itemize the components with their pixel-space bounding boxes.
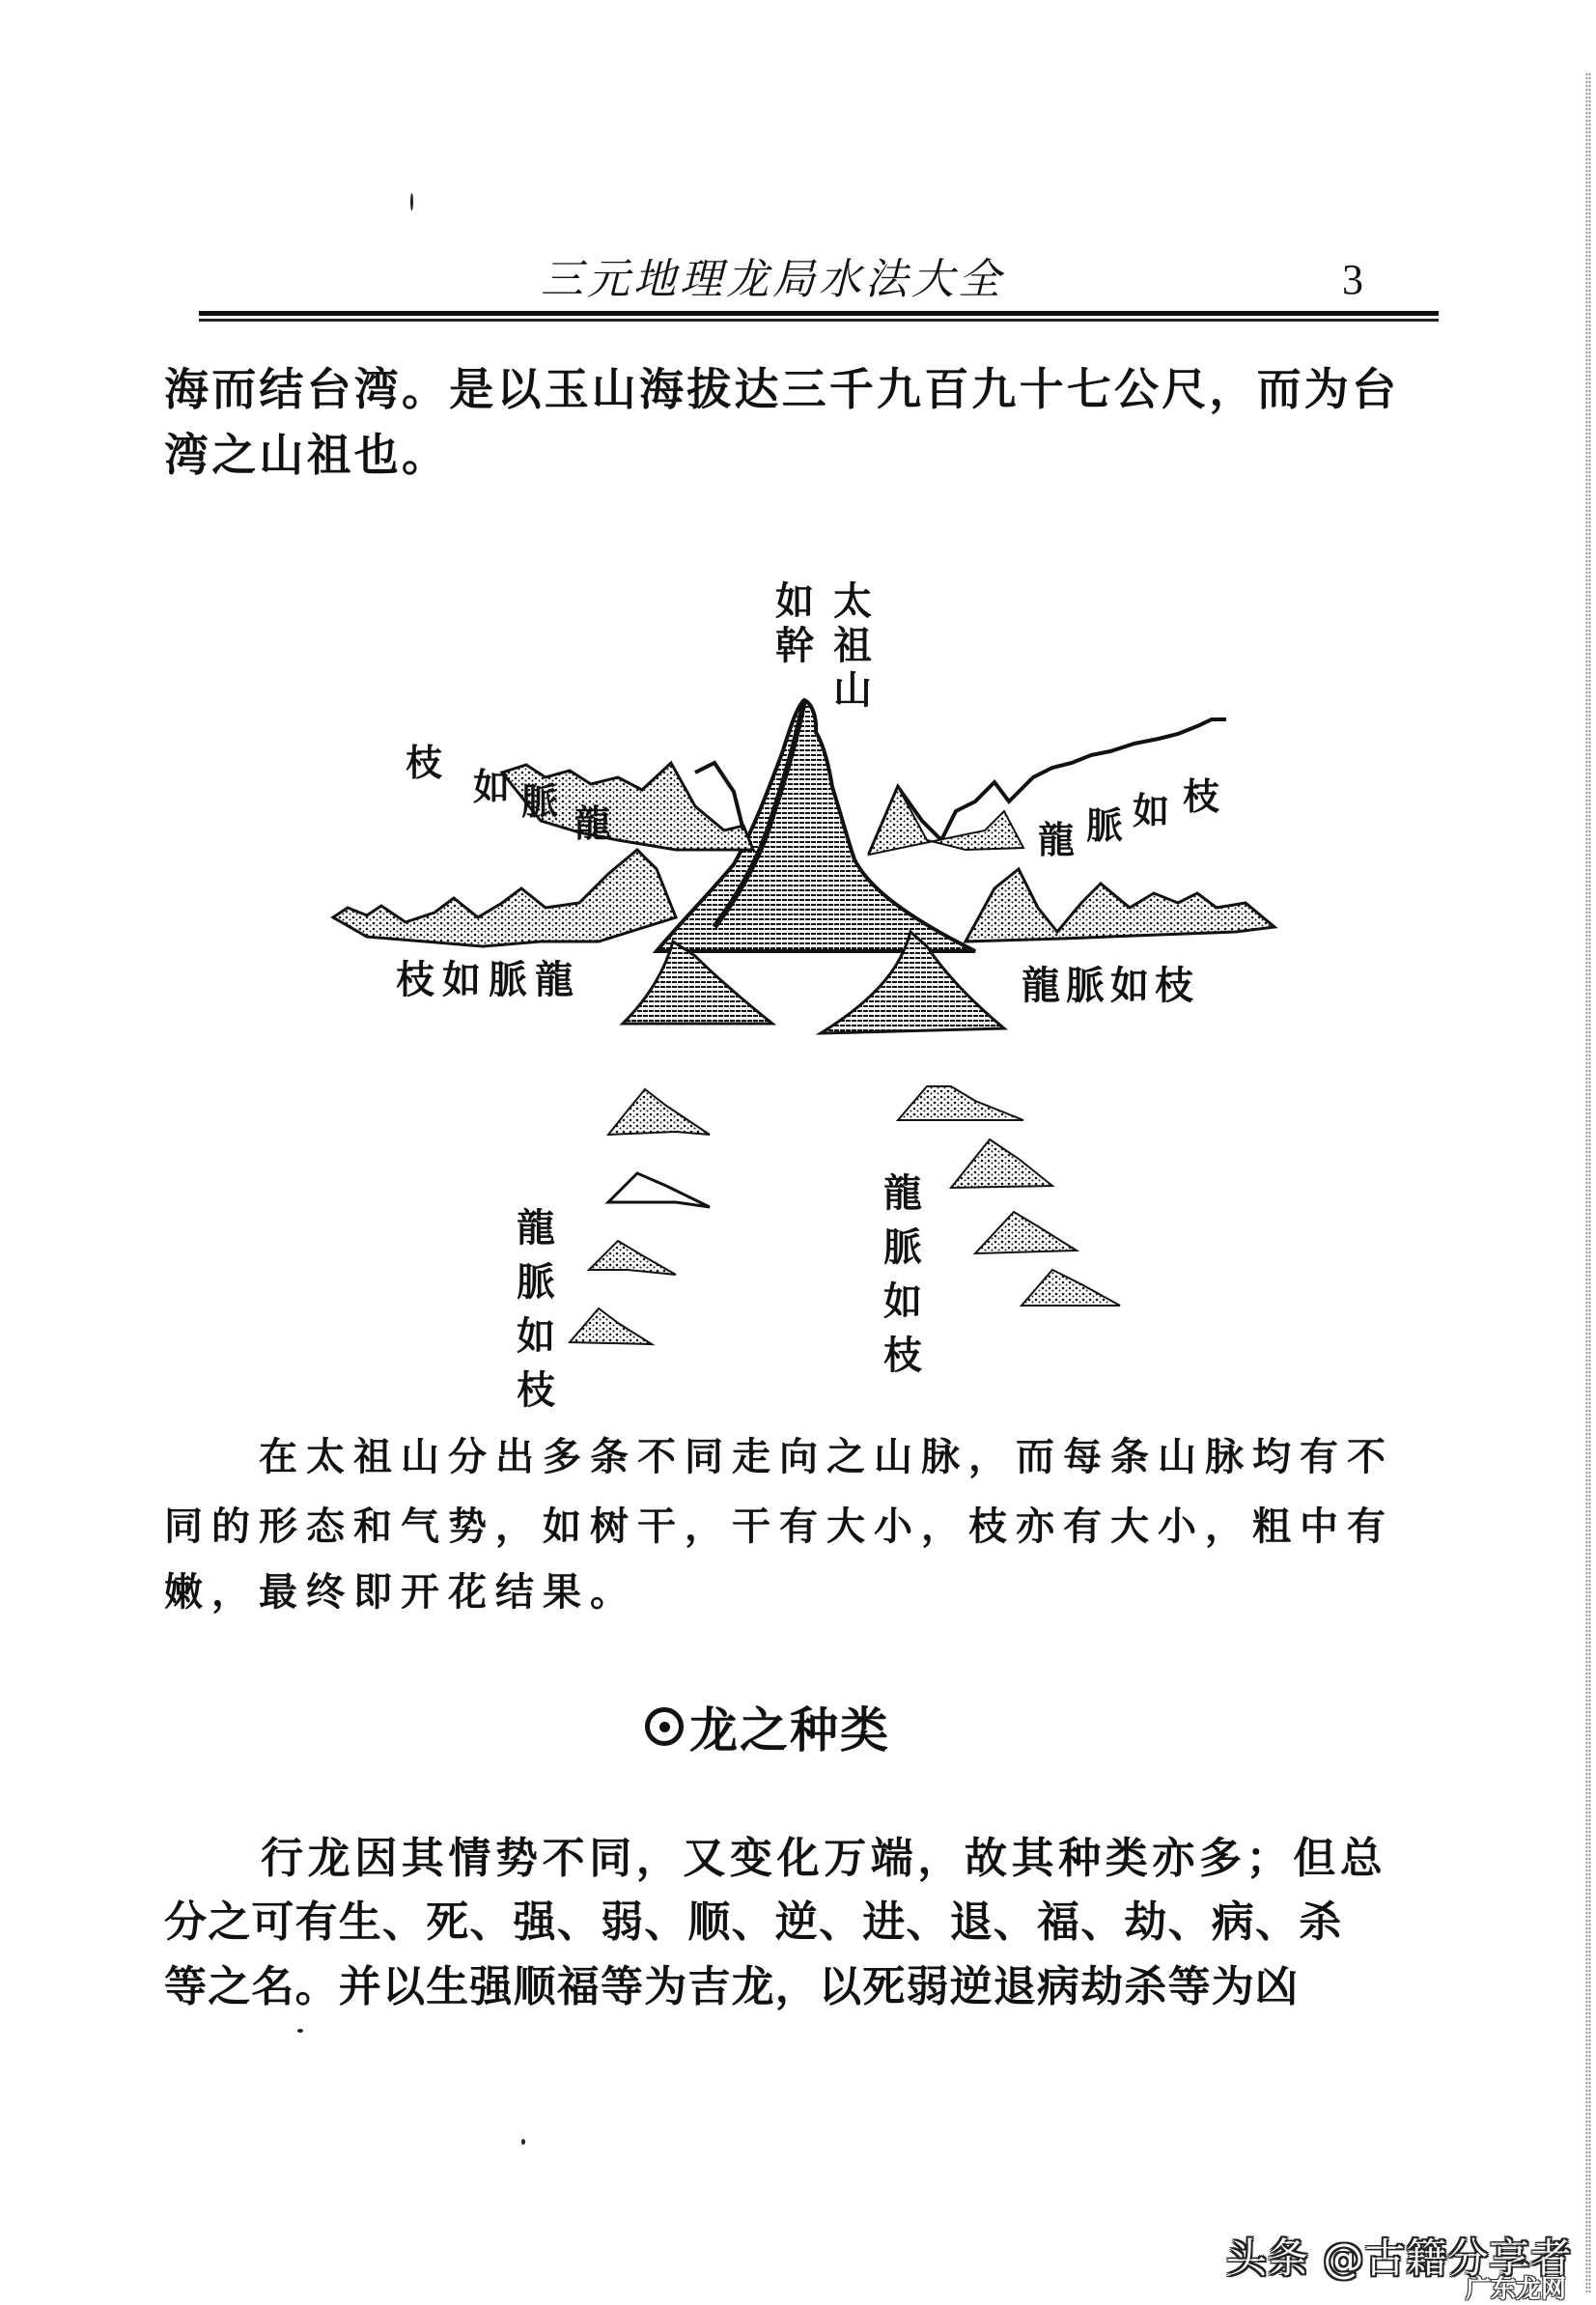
- header-rule-thin: [199, 319, 1439, 322]
- label-char: 枝: [406, 742, 443, 784]
- label-lower-right-branch: 龍脈如枝: [883, 1171, 922, 1378]
- running-header-title: 三元地理龙局水法大全: [541, 255, 1004, 304]
- paragraph-3-line-3: 等之名。并以生强顺福等为吉龙，以死弱逆退病劫杀等为凶: [164, 1962, 1300, 2011]
- page-edge-border: [1585, 72, 1591, 2293]
- paragraph-3-line-1: 行龙因其情势不同，又变化万端，故其种类亦多；但总: [261, 1834, 1387, 1883]
- label-char: 龍: [574, 802, 612, 845]
- label-char: 脈: [1086, 804, 1124, 847]
- label-ancestor-mountain: 太祖山: [833, 579, 872, 713]
- section-heading: [645, 1696, 890, 1757]
- scan-speck: [297, 2029, 303, 2033]
- paragraph-2-line-1: 在太祖山分出多条不同走向之山脉，而每条山脉均有不: [259, 1435, 1394, 1479]
- scan-speck: [521, 2139, 525, 2145]
- header-rule-thick: [199, 311, 1439, 316]
- intro-line-1: 海而结台湾。是以玉山海拔达三千九百九十七公尺，而为台: [164, 363, 1400, 415]
- label-middle-left-branch: 枝如脈龍: [396, 958, 581, 1002]
- label-middle-right-branch: 龍脈如枝: [1022, 964, 1199, 1008]
- circled-dot-icon: [645, 1707, 684, 1746]
- paragraph-2-line-2: 同的形态和气势，如树干，干有大小，枝亦有大小，粗中有: [164, 1504, 1394, 1549]
- label-lower-left-branch: 龍脈如枝: [517, 1206, 555, 1413]
- label-char: 枝: [1183, 775, 1220, 818]
- section-heading-text: 龙之种类: [689, 1702, 890, 1758]
- watermark-secondary: 广东龙网: [1466, 2275, 1567, 2304]
- label-char: 如: [1133, 790, 1170, 832]
- label-char: 龍: [1038, 819, 1076, 861]
- label-char: 脈: [521, 780, 559, 823]
- mountain-illustration: [319, 541, 1284, 1468]
- label-like-trunk: 如幹: [775, 579, 814, 668]
- page-number: 3: [1342, 256, 1363, 303]
- paragraph-3-line-2: 分之可有生、死、强、弱、顺、逆、进、退、福、劫、病、杀: [164, 1897, 1343, 1947]
- paragraph-2-line-3: 嫩，最终即开花结果。: [164, 1570, 637, 1615]
- label-char: 如: [473, 766, 511, 808]
- intro-line-2: 湾之山祖也。: [164, 429, 450, 481]
- watermark-primary: 头条 @古籍分享者: [1226, 2235, 1573, 2282]
- scan-artifact-dotted-line: [348, 60, 729, 62]
- scan-speck: [410, 193, 413, 211]
